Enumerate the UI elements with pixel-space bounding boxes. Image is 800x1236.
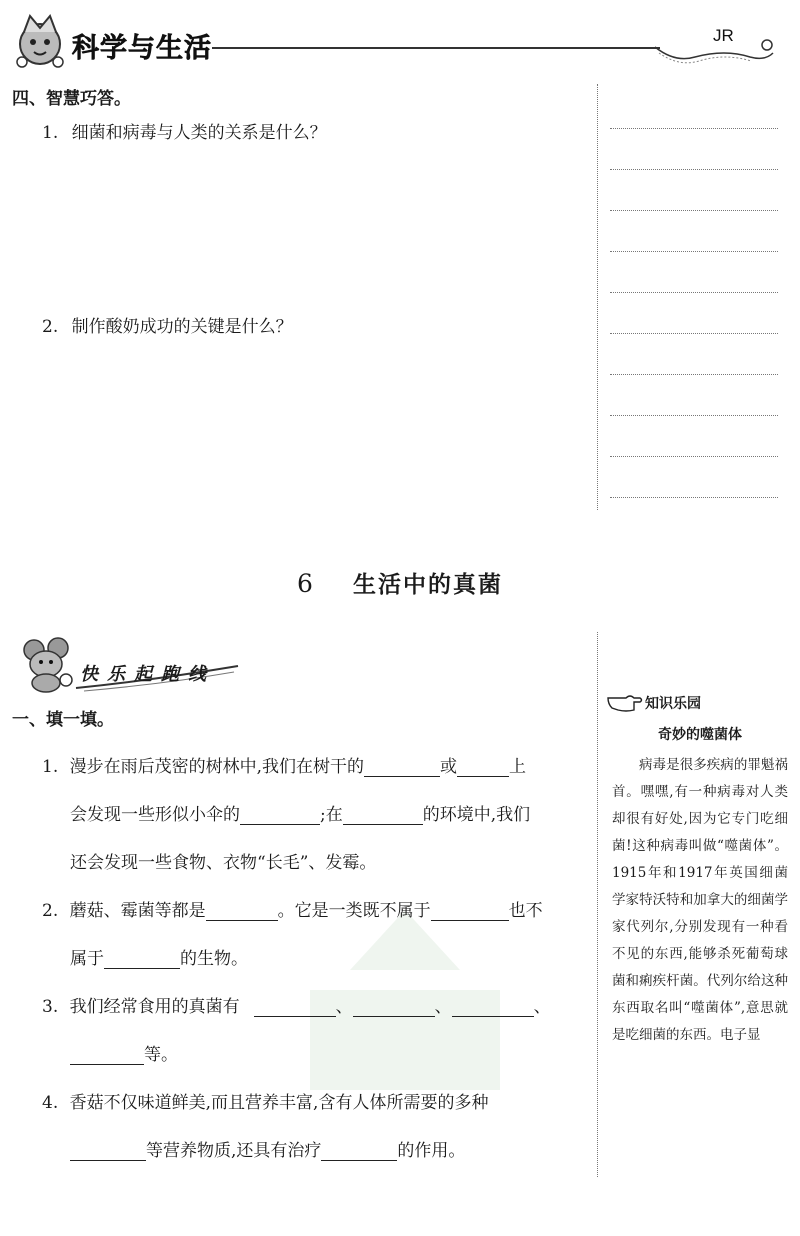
knowledge-body: 病毒是很多疾病的罪魁祸首。嘿嘿,有一种病毒对人类却很有好处,因为它专门吃细菌!这种病毒叫做“噬菌体”。1915年和1917年英国细菌学家特沃特和加拿大的细菌学家代列尔,分别发现有一种看不见的东西,能够杀死葡萄球菌和痢疾杆菌。代列尔给这种东西取名叫“噬菌体”,意思就是吃细菌的东西。电子显 <box>612 757 788 1043</box>
q-text: 等营养物质,还具有治疗 <box>146 1141 322 1161</box>
note-line <box>610 292 778 293</box>
answer-blank[interactable] <box>254 998 336 1017</box>
q-text: 上 <box>509 757 527 777</box>
answer-blank[interactable] <box>431 902 509 921</box>
q-text: 我们经常食用的真菌有 <box>69 997 240 1017</box>
q-text: 也不 <box>508 901 543 921</box>
q-number: 2. <box>42 317 59 337</box>
q-text: 。它是一类既不属于 <box>277 901 431 921</box>
q-text: 漫步在雨后茂密的树林中,我们在树干的 <box>69 757 365 777</box>
q1-line3 <box>70 848 376 873</box>
chapter-title <box>0 566 800 599</box>
answer-blank[interactable] <box>457 758 509 777</box>
knowledge-divider <box>597 632 598 1177</box>
note-line <box>610 128 778 129</box>
notes-divider <box>597 84 598 510</box>
section4-q2 <box>42 317 293 337</box>
section1-title: 一、填一填。 <box>12 710 114 730</box>
q-text: 香菇不仅味道鲜美,而且营养丰富,含有人体所需要的多种 <box>69 1093 489 1113</box>
note-line <box>610 333 778 334</box>
section4-q1 <box>42 123 327 143</box>
chapter-number: 6 <box>297 569 315 598</box>
answer-blank[interactable] <box>353 998 435 1017</box>
q-text: ;在 <box>320 805 343 825</box>
q-text: 属于 <box>70 949 104 969</box>
q-text: 的环境中,我们 <box>422 805 531 825</box>
note-line <box>610 415 778 416</box>
q-text: 蘑菇、霉菌等都是 <box>69 901 206 921</box>
mascot-logo <box>10 10 72 72</box>
answer-blank[interactable] <box>70 1142 146 1161</box>
q-number: 1. <box>42 123 59 143</box>
answer-blank[interactable] <box>104 950 180 969</box>
q-text: 或 <box>440 757 458 777</box>
q-text: 、 <box>533 997 551 1017</box>
q-text: 细菌和病毒与人类的关系是什么？ <box>71 123 327 143</box>
answer-blank[interactable] <box>452 998 534 1017</box>
q-text: 还会发现一些食物、衣物“长毛”、发霉。 <box>70 853 377 873</box>
header-title: 科学与生活 <box>72 33 212 64</box>
note-line <box>610 374 778 375</box>
mouse-icon <box>18 636 78 694</box>
q-text: 的作用。 <box>397 1141 466 1161</box>
knowledge-subtitle: 奇妙的噬菌体 <box>658 727 742 743</box>
answer-blank[interactable] <box>240 806 320 825</box>
q-text: 等。 <box>144 1045 178 1065</box>
section4-title: 四、智慧巧答。 <box>12 89 131 109</box>
q3-line2 <box>70 1040 178 1065</box>
q-text: 制作酸奶成功的关键是什么？ <box>71 317 293 337</box>
note-line <box>610 456 778 457</box>
header-rule <box>212 47 660 49</box>
note-line <box>610 251 778 252</box>
note-line <box>610 210 778 211</box>
q4-line1 <box>42 1088 488 1113</box>
answer-blank[interactable] <box>343 806 423 825</box>
q-text: 、 <box>335 997 353 1017</box>
q-text: 、 <box>434 997 452 1017</box>
q-text: 会发现一些形似小伞的 <box>70 805 240 825</box>
q-number: 2. <box>42 901 59 921</box>
q-text: 的生物。 <box>180 949 248 969</box>
knowledge-label: 知识乐园 <box>645 696 701 712</box>
q1-line1 <box>42 752 526 777</box>
answer-blank[interactable] <box>364 758 440 777</box>
note-line <box>610 497 778 498</box>
note-line <box>610 169 778 170</box>
answer-blank[interactable] <box>206 902 278 921</box>
q2-line1 <box>42 896 543 921</box>
q-number: 3. <box>42 997 59 1017</box>
pointing-hand-icon <box>606 690 644 714</box>
banner-title: 快乐起跑线 <box>80 664 215 685</box>
answer-blank[interactable] <box>321 1142 397 1161</box>
q4-line2 <box>70 1136 465 1161</box>
answer-blank[interactable] <box>70 1046 144 1065</box>
q1-line2 <box>70 800 530 825</box>
chapter-name: 生活中的真菌 <box>352 572 503 598</box>
q2-line2 <box>70 944 248 969</box>
q3-line1 <box>42 992 551 1017</box>
q-number: 4. <box>42 1093 59 1113</box>
q-number: 1. <box>42 757 59 777</box>
header-code: JR <box>713 26 734 45</box>
